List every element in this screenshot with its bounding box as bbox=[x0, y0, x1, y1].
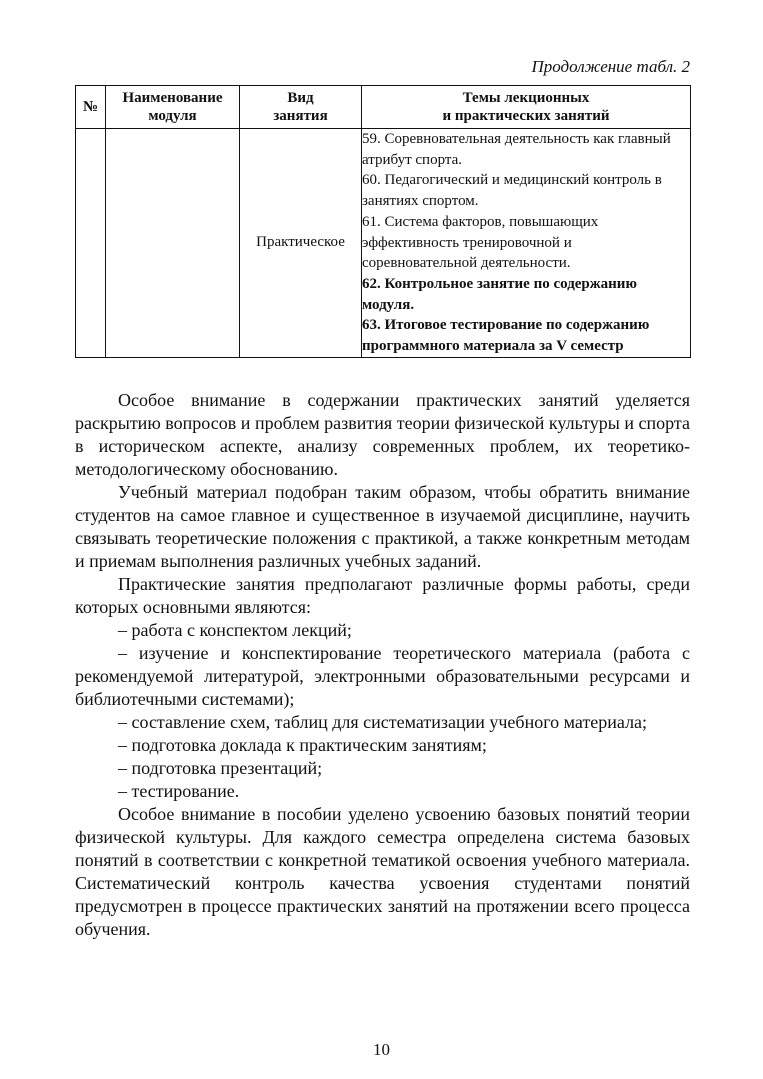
topic-item: 61. Система факторов, повышающих эффективность тренировочной и соревновательной деятельности. bbox=[362, 213, 599, 272]
course-plan-table bbox=[75, 85, 691, 358]
list-item: – изучение и конспектирование теоретического материала (работа с рекомендуемой литературой, электронными образовательными ресурсами и библиотечными системами); bbox=[75, 643, 690, 709]
header-topics-line2: и практических занятий bbox=[442, 108, 610, 124]
topic-item: 60. Педагогический и медицинский контроль в занятиях спортом. bbox=[362, 172, 662, 210]
paragraph: Особое внимание в содержании практических занятий уделяется раскрытию вопросов и проблем развития теории физической культуры и спорта в историческом аспекте, анализу современных проблем, их теоретико-методологическому обоснованию. bbox=[75, 390, 690, 479]
cell-topics bbox=[362, 129, 691, 358]
header-module-line2: модуля bbox=[148, 108, 197, 124]
header-module-name bbox=[106, 86, 240, 129]
header-type-line1: Вид bbox=[287, 90, 314, 106]
topic-item: 59. Соревновательная деятельность как главный атрибут спорта. bbox=[362, 131, 671, 168]
list-item: – тестирование. bbox=[118, 781, 240, 801]
cell-lesson-type: Практическое bbox=[240, 129, 362, 358]
table-header-row bbox=[76, 86, 691, 129]
header-topics-line1: Темы лекционных bbox=[462, 90, 590, 106]
cell-number bbox=[76, 129, 106, 358]
header-number-label: № bbox=[82, 99, 99, 115]
list-item: – работа с конспектом лекций; bbox=[118, 620, 352, 640]
paragraph: Особое внимание в пособии уделено усвоению базовых понятий теории физической культуры. Для каждого семестра определена система базовых понятий в соответствии с конкретной тематикой освоения учебного материала. Систематический контроль качества усвоения студентами понятий предусмотрен в процессе практических занятий на протяжении всего процесса обучения. bbox=[75, 804, 690, 939]
cell-module bbox=[106, 129, 240, 358]
list-item: – подготовка презентаций; bbox=[118, 758, 323, 778]
header-module-line1: Наименование bbox=[122, 90, 223, 106]
header-type-line2: занятия bbox=[273, 108, 328, 124]
page-number: 10 bbox=[373, 1040, 390, 1059]
table-continuation-note: Продолжение табл. 2 bbox=[531, 57, 690, 76]
topic-item-bold: 63. Итоговое тестирование по содержанию программного материала за V семестр bbox=[362, 317, 650, 355]
table-row bbox=[76, 129, 691, 358]
list-item: – составление схем, таблиц для систематизации учебного материала; bbox=[118, 712, 648, 732]
paragraph: Практические занятия предполагают различные формы работы, среди которых основными являются: bbox=[75, 574, 690, 617]
topic-item-bold: 62. Контрольное занятие по содержанию модуля. bbox=[362, 275, 637, 313]
list-item: – подготовка доклада к практическим занятиям; bbox=[118, 735, 487, 755]
body-text bbox=[75, 389, 690, 941]
paragraph: Учебный материал подобран таким образом, чтобы обратить внимание студентов на самое главное и существенное в изучаемой дисциплине, научить связывать теоретические положения с практикой, а также конкретным методам и приемам выполнения различных учебных заданий. bbox=[75, 482, 690, 571]
header-number bbox=[76, 86, 106, 129]
header-topics bbox=[362, 86, 691, 129]
header-lesson-type bbox=[240, 86, 362, 129]
